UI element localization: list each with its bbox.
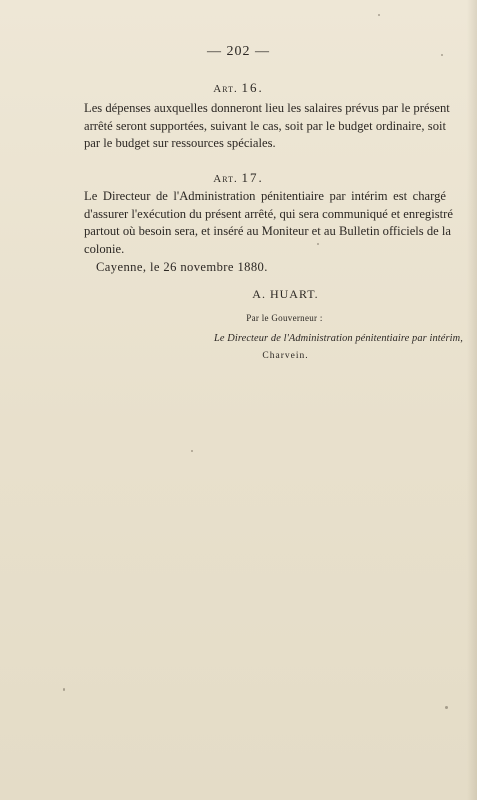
paper-speck <box>378 14 380 16</box>
dateline: Cayenne, le 26 novembre 1880. <box>96 260 268 274</box>
article-16-heading <box>0 80 477 96</box>
article-17-line: d'assurer l'exécution du présent arrêté, qui sera communiqué et enregistré <box>84 206 453 221</box>
signature: A. HUART. <box>252 287 319 301</box>
article-17-label: Art. <box>213 173 238 185</box>
paper-speck <box>445 706 448 709</box>
article-16-label: Art. <box>213 83 238 95</box>
article-17-number: 17. <box>241 170 264 185</box>
article-17-line: Le Directeur de l'Administration pénitentiaire par intérim est chargé <box>84 189 446 203</box>
for-governor-line: Par le Gouverneur : <box>246 313 323 323</box>
article-16-text <box>84 100 450 153</box>
page-edge-shadow <box>467 0 477 800</box>
article-17-line: partout où besoin sera, et inséré au Moniteur et au Bulletin officiels de la <box>84 224 451 238</box>
countersignature: Charvein. <box>262 351 309 361</box>
article-17-heading <box>0 170 477 186</box>
page-number: — 202 — <box>207 44 270 59</box>
article-16-line: par le budget sur ressources spéciales. <box>84 136 276 150</box>
article-16-line: arrêté seront supportées, suivant le cas, soit par le budget ordinaire, soit <box>84 118 446 133</box>
paper-speck <box>191 450 193 452</box>
article-16-number: 16. <box>241 80 264 95</box>
paper-speck <box>317 243 319 245</box>
paper-speck <box>63 688 65 691</box>
paper-speck <box>441 54 443 56</box>
article-17-line: colonie. <box>84 241 125 256</box>
article-17-text <box>84 188 453 258</box>
article-16-line: Les dépenses auxquelles donneront lieu les salaires prévus par le présent <box>84 101 450 115</box>
director-title: Le Directeur de l'Administration pénitentiaire par intérim, <box>214 333 463 344</box>
